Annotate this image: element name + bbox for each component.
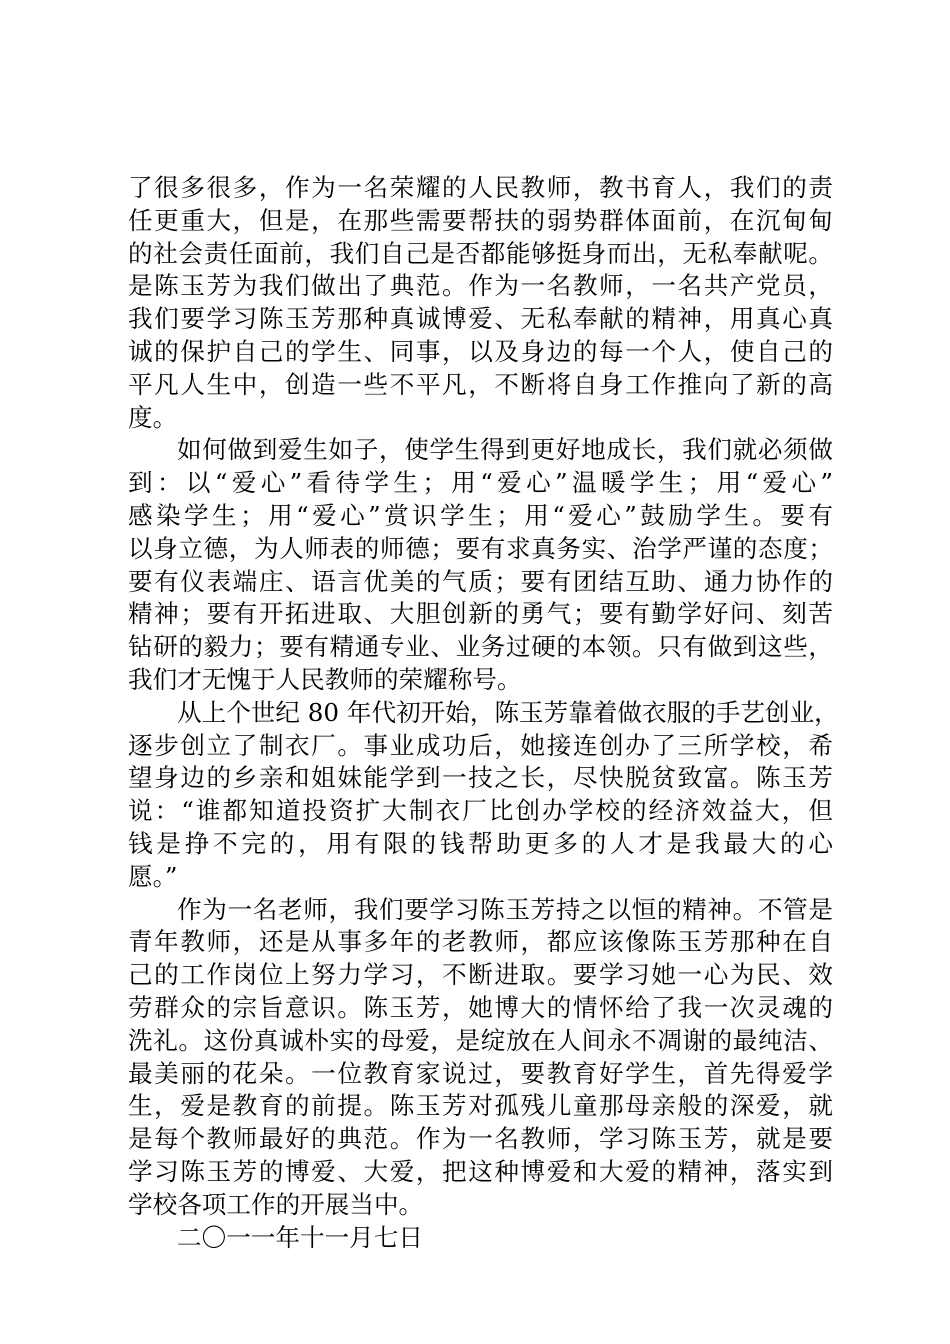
- text-line: 作为一名老师，我们要学习陈玉芳持之以恒的精神。不管是: [177, 894, 833, 924]
- text-line: 诚的保护自己的学生、同事，以及身边的每一个人，使自己的: [128, 336, 833, 366]
- text-line: 钻研的毅力；要有精通专业、业务过硬的本领。只有做到这些，: [128, 632, 833, 662]
- text-line: 精神；要有开拓进取、大胆创新的勇气；要有勤学好问、刻苦: [128, 599, 833, 629]
- body-text: [128, 172, 839, 1254]
- text-line: 最美丽的花朵。一位教育家说过，要教育好学生，首先得爱学: [128, 1058, 833, 1088]
- text-line: 的社会责任面前，我们自己是否都能够挺身而出，无私奉献呢。: [128, 238, 833, 268]
- date-line: 二〇一一年十一月七日: [177, 1222, 423, 1252]
- text-line: 如何做到爱生如子，使学生得到更好地成长，我们就必须做: [177, 435, 833, 465]
- text-line: 己的工作岗位上努力学习，不断进取。要学习她一心为民、效: [128, 960, 833, 990]
- text-line: 了很多很多，作为一名荣耀的人民教师，教书育人，我们的责: [128, 173, 833, 202]
- text-line: 望身边的乡亲和姐妹能学到一技之长，尽快脱贫致富。陈玉芳: [128, 763, 833, 793]
- text-line: 要有仪表端庄、语言优美的气质；要有团结互助、通力协作的: [128, 566, 833, 596]
- text-line: 洗礼。这份真诚朴实的母爱，是绽放在人间永不凋谢的最纯洁、: [128, 1025, 833, 1055]
- text-line: 到：以“爱心”看待学生；用“爱心”温暖学生；用“爱心”: [128, 468, 833, 498]
- text-line: 学习陈玉芳的博爱、大爱，把这种博爱和大爱的精神，落实到: [128, 1156, 833, 1186]
- text-line: 我们才无愧于人民教师的荣耀称号。: [128, 664, 522, 694]
- text-line: 生，爱是教育的前提。陈玉芳对孤残儿童那母亲般的深爱，就: [128, 1091, 833, 1121]
- text-line: 是陈玉芳为我们做出了典范。作为一名教师，一名共产党员，: [128, 271, 833, 301]
- text-line: 以身立德，为人师表的师德；要有求真务实、治学严谨的态度；: [128, 533, 833, 563]
- text-line: 钱是挣不完的，用有限的钱帮助更多的人才是我最大的心: [128, 828, 833, 858]
- text-line: 说：“谁都知道投资扩大制衣厂比创办学校的经济效益大，但: [128, 796, 833, 826]
- text-line: 感染学生；用“爱心”赏识学生；用“爱心”鼓励学生。要有: [128, 500, 833, 530]
- text-line: 逐步创立了制衣厂。事业成功后，她接连创办了三所学校，希: [128, 730, 833, 760]
- text-line: 我们要学习陈玉芳那种真诚博爱、无私奉献的精神，用真心真: [128, 304, 833, 334]
- text-line: 劳群众的宗旨意识。陈玉芳，她博大的情怀给了我一次灵魂的: [128, 992, 833, 1022]
- text-line: 从上个世纪 80 年代初开始，陈玉芳靠着做衣服的手艺创业，: [177, 697, 839, 727]
- text-line: 平凡人生中，创造一些不平凡，不断将自身工作推向了新的高: [128, 369, 833, 399]
- text-line: 学校各项工作的开展当中。: [128, 1189, 424, 1219]
- text-line: 愿。”: [128, 861, 178, 891]
- text-line: 青年教师，还是从事多年的老教师，都应该像陈玉芳那种在自: [128, 927, 833, 957]
- text-line: 任更重大，但是，在那些需要帮扶的弱势群体面前，在沉甸甸: [128, 205, 833, 235]
- text-line: 是每个教师最好的典范。作为一名教师，学习陈玉芳，就是要: [128, 1124, 833, 1154]
- text-line: 度。: [128, 402, 178, 432]
